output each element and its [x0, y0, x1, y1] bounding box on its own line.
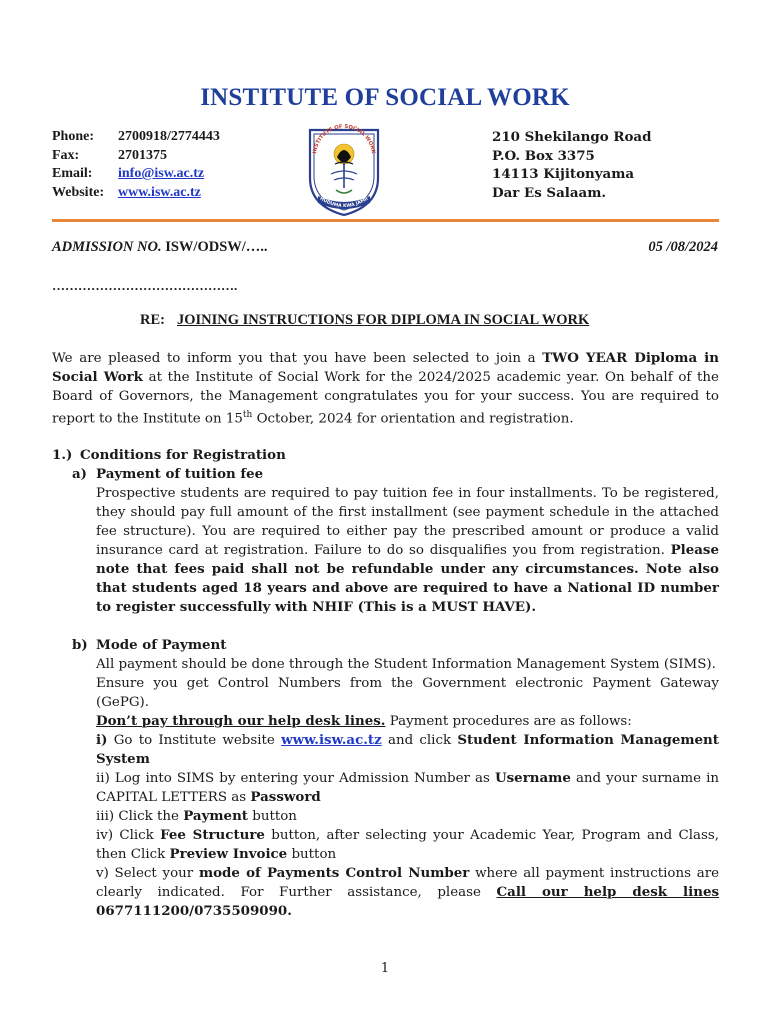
subsection-number: b) — [72, 637, 88, 653]
step-1 — [96, 731, 719, 769]
username-label: Username — [494, 770, 571, 786]
header-divider — [52, 219, 719, 222]
step-text: button — [291, 847, 337, 862]
logo-top-text: INSTITUTE OF SOCIAL WORK — [312, 123, 376, 155]
website-link[interactable]: www.isw.ac.tz — [281, 732, 382, 748]
subsection-number: a) — [72, 466, 88, 482]
address-block — [492, 128, 651, 202]
step-4 — [96, 826, 719, 864]
step-text: and your surname in CAPITAL LETTERS as — [96, 771, 720, 805]
tuition-paragraph — [96, 484, 719, 617]
intro-text: at the Institute of Social Work for the 2024/2025 academic year. On behalf of the Board of Governors, the Management congratulates you for your success. You are required to report to the Institute on 15 — [52, 370, 719, 427]
step-text: ii) Log into SIMS by entering your Admission Number as — [96, 771, 490, 786]
fee-structure-label: Fee Structure — [160, 827, 265, 843]
logo-bottom-text: HUDUMA KWA JAMII — [318, 196, 370, 210]
payment-text: Ensure you get Control Numbers from the Government electronic Payment Gateway (GePG). — [96, 676, 719, 710]
website-label: Website: — [52, 184, 105, 200]
step-text: button, after selecting your Academic Year, Program and Class, then Click — [96, 828, 719, 862]
step-3 — [96, 807, 719, 826]
letter-date: 05 /08/2024 — [648, 239, 718, 255]
helpdesk-warning: Don’t pay through our help desk lines. — [96, 713, 386, 729]
sims-label: Student Information Management System — [96, 732, 719, 767]
intro-paragraph — [52, 349, 719, 428]
phone-label: Phone: — [52, 129, 94, 144]
preview-invoice-label: Preview Invoice — [169, 846, 288, 862]
conditions-section — [52, 446, 719, 617]
subsection-heading — [72, 465, 719, 484]
intro-superscript: th — [242, 410, 253, 420]
step-5 — [96, 864, 719, 921]
section-heading — [52, 446, 719, 465]
payment-text: All payment should be done through the Student Information Management System (SIMS). — [96, 657, 716, 672]
helpdesk-call: Call our help desk lines — [496, 884, 720, 900]
password-label: Password — [250, 789, 321, 805]
address-line: 14113 Kijitonyama — [492, 166, 635, 182]
address-line: 210 Shekilango Road — [492, 129, 652, 145]
subsection-title: Mode of Payment — [96, 637, 227, 653]
institute-logo — [304, 116, 384, 216]
payment-paragraph — [96, 655, 719, 921]
fax-value: 2701375 — [118, 147, 167, 163]
step-text: iv) Click — [96, 828, 154, 843]
re-subject: JOINING INSTRUCTIONS FOR DIPLOMA IN SOCIAL WORK — [176, 312, 590, 328]
intro-text: October, 2024 for orientation and registration. — [256, 411, 574, 427]
intro-text: We are pleased to inform you that you have been selected to join a — [52, 351, 536, 366]
step-text: iii) Click the — [96, 809, 179, 824]
step-2 — [96, 769, 719, 807]
email-link[interactable]: info@isw.ac.tz — [118, 166, 205, 181]
step-number: i) — [96, 732, 108, 748]
page-number: 1 — [380, 961, 390, 976]
contact-block — [52, 128, 220, 202]
payment-button-label: Payment — [183, 808, 248, 824]
program-name: TWO YEAR Diploma in Social Work — [52, 350, 720, 385]
email-label: Email: — [52, 166, 93, 181]
section-number: 1.) — [52, 447, 73, 463]
admission-number — [52, 239, 268, 256]
address-line: Dar Es Salaam. — [492, 184, 607, 201]
website-link[interactable]: www.isw.ac.tz — [118, 184, 201, 200]
address-line: P.O. Box 3375 — [492, 147, 595, 164]
subsection-title: Payment of tuition fee — [96, 466, 264, 482]
control-number-label: mode of Payments Control Number — [198, 865, 470, 881]
institute-title: INSTITUTE OF SOCIAL WORK — [200, 84, 570, 111]
admission-label: ADMISSION NO. — [52, 239, 162, 255]
admission-value: ISW/ODSW/….. — [165, 239, 268, 255]
step-text: Go to Institute website — [113, 733, 275, 748]
phone-value: 2700918/2774443 — [118, 129, 220, 144]
tuition-text: Prospective students are required to pay tuition fee in four installments. To be registered, they should pay full amount of the first installment (see payment schedule in the attached fee structure). You are required to either pay the prescribed amount or produce a valid insurance card at registration. Failure to do so disqualifies you from registration. — [96, 486, 719, 558]
subsection-heading — [72, 636, 719, 655]
payment-text: Payment procedures are as follows: — [389, 714, 632, 729]
payment-section — [52, 636, 719, 921]
step-text: and click — [387, 733, 452, 748]
step-text: where all payment instructions are clearly indicated. For Further assistance, please — [96, 866, 720, 900]
section-title: Conditions for Registration — [80, 447, 286, 463]
tuition-notice: Please note that fees paid shall not be refundable under any circumstances. Note also that students aged 18 years and above are required to have a National ID number to register successfully with NHIF (This is a MUST HAVE). — [96, 542, 719, 615]
subject-line — [140, 312, 589, 329]
recipient-placeholder: ……………………………………. — [52, 278, 238, 293]
re-label: RE: — [140, 312, 165, 328]
step-text: button — [252, 809, 297, 824]
helpdesk-phone: 0677111200/0735509090. — [96, 903, 292, 919]
fax-label: Fax: — [52, 147, 80, 163]
step-text: v) Select your — [96, 866, 194, 881]
